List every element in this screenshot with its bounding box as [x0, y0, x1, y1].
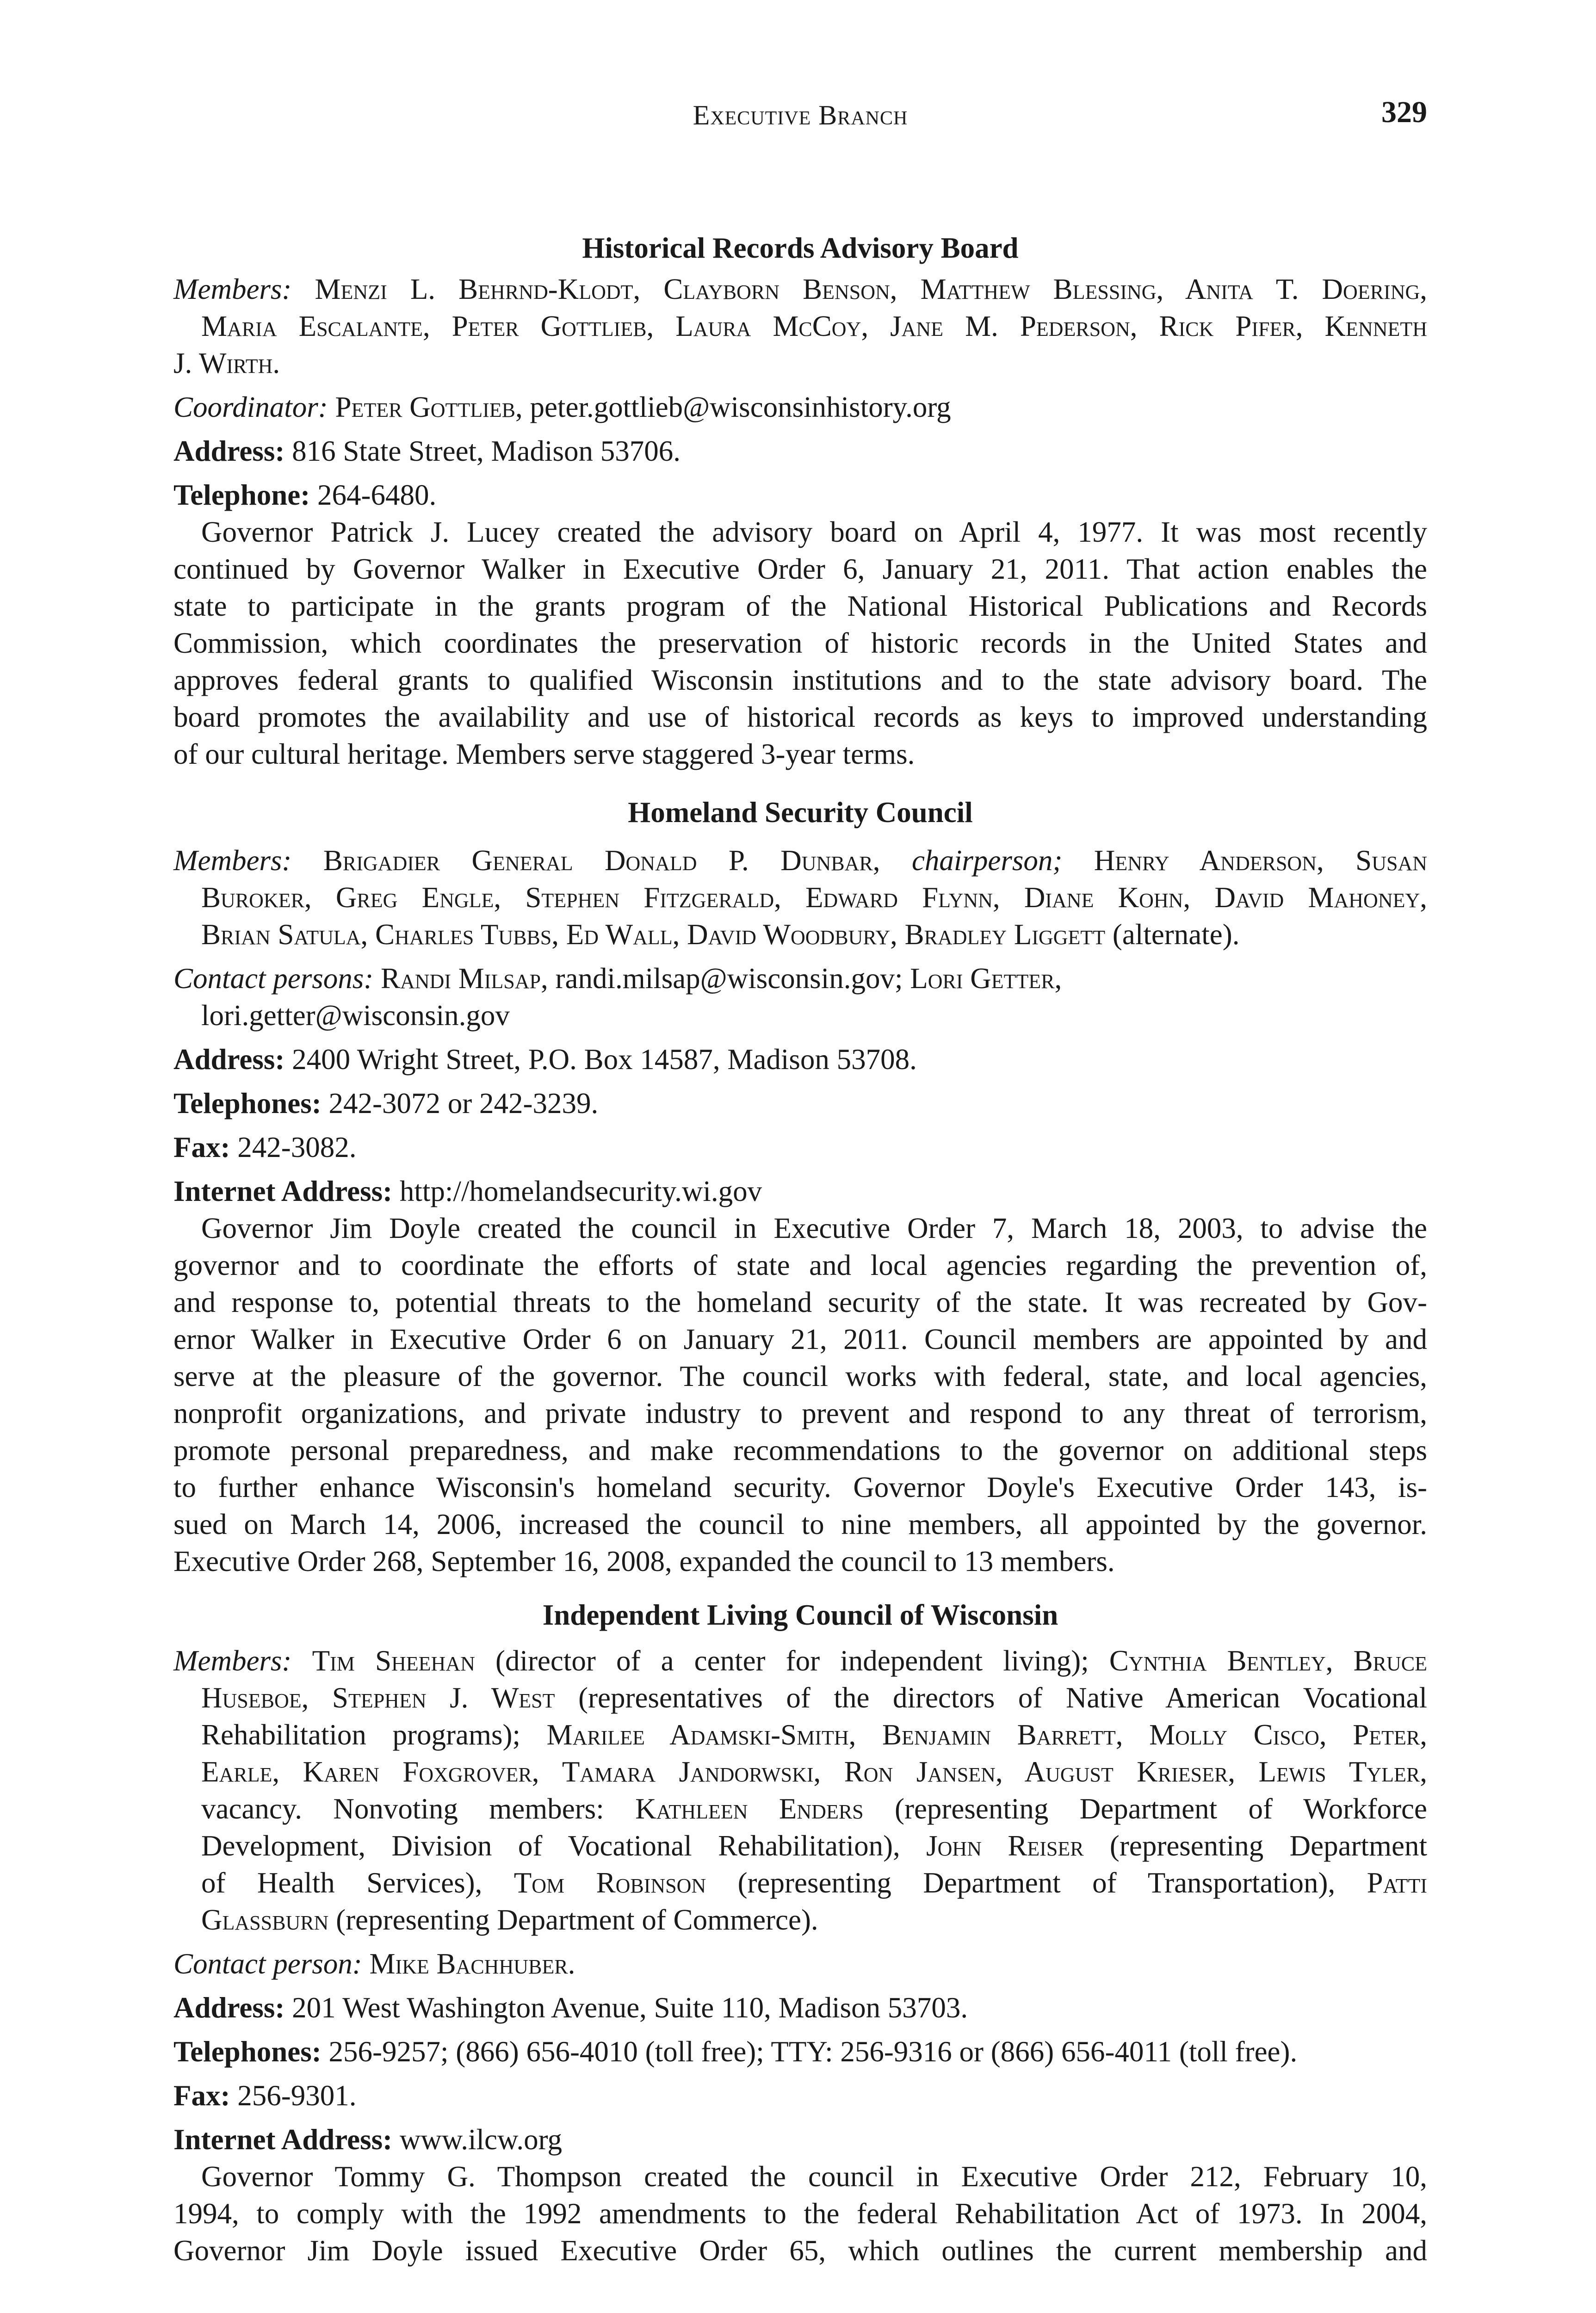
- address-label: Address:: [173, 435, 285, 467]
- internet-line: [173, 2121, 562, 2158]
- fax-line: [173, 2077, 356, 2114]
- members-names: Brigadier General Donald P. Dunbar,: [323, 844, 880, 877]
- members-names: Menzi L. Behrnd-Klodt, Clayborn Benson, Matthew Blessing, Anita T. Doering,: [315, 273, 1428, 305]
- description-line: sued on March 14, 2006, increased the council to nine members, all appointed by the governor.: [173, 1508, 1427, 1540]
- internet-value[interactable]: http://homelandsecurity.wi.gov: [392, 1175, 762, 1207]
- members-names: Brian Satula, Charles Tubbs, Ed Wall, David Woodbury, Bradley Liggett: [201, 918, 1106, 951]
- internet-line: [173, 1173, 762, 1210]
- running-head: [173, 95, 1427, 141]
- members-label: Members:: [173, 1645, 292, 1677]
- members-line: [201, 1753, 1427, 1790]
- members-note: Development, Division of Vocational Rehabilitation),: [201, 1830, 927, 1862]
- members-note: (director of a center for independent living);: [475, 1645, 1109, 1677]
- members-names: Cynthia Bentley, Bruce: [1109, 1645, 1428, 1677]
- section-heading: Independent Living Council of Wisconsin: [542, 1599, 1058, 1631]
- members-line: [201, 879, 1427, 916]
- members-note: (representatives of the directors of Native American Vocational: [555, 1682, 1427, 1714]
- description-line: of our cultural heritage. Members serve staggered 3-year terms.: [173, 738, 915, 770]
- page-number: 329: [1381, 95, 1427, 129]
- members-names: J. Wirth.: [173, 347, 280, 379]
- contact-label: Contact person:: [173, 1948, 362, 1980]
- address-value: 816 State Street, Madison 53706.: [285, 435, 681, 467]
- section-heading: Homeland Security Council: [628, 796, 973, 829]
- members-line: [201, 308, 1427, 345]
- telephones-label: Telephones:: [173, 2035, 322, 2068]
- members-note: (representing Department of Commerce).: [328, 1904, 818, 1936]
- telephones-label: Telephones:: [173, 1087, 322, 1119]
- contact-name: Lori Getter: [910, 962, 1055, 995]
- members-line: [201, 1716, 1427, 1753]
- coordinator-name: Peter Gottlieb: [335, 391, 515, 423]
- description-line: Commission, which coordinates the preservation of historic records in the United States and: [173, 627, 1427, 659]
- members-note: (representing Department of Workforce: [863, 1793, 1427, 1825]
- fax-label: Fax:: [173, 2079, 230, 2112]
- description-line: to further enhance Wisconsin's homeland security. Governor Doyle's Executive Order 143, is-: [173, 1471, 1427, 1503]
- members-line: [201, 916, 1239, 953]
- members-note: (representing Department: [1083, 1830, 1427, 1862]
- telephones-value: 242-3072 or 242-3239.: [321, 1087, 599, 1119]
- address-value: 201 West Washington Avenue, Suite 110, Madison 53703.: [285, 1991, 968, 2024]
- description-line: and response to, potential threats to the homeland security of the state. It was recreated by Gov-: [173, 1286, 1427, 1318]
- contact-email: lori.getter@wisconsin.gov: [201, 999, 510, 1032]
- description-line: 1994, to comply with the 1992 amendments to the federal Rehabilitation Act of 1973. In 2004,: [173, 2197, 1427, 2230]
- running-head-title: Executive Branch: [693, 100, 908, 130]
- members-line: [201, 1901, 818, 1938]
- members-names: Earle, Karen Foxgrover, Tamara Jandorwski, Ron Jansen, August Krieser, Lewis Tyler,: [201, 1756, 1427, 1788]
- members-note: of Health Services),: [201, 1867, 514, 1899]
- description-line: board promotes the availability and use of historical records as keys to improved understanding: [173, 701, 1427, 733]
- members-line: [201, 1827, 1427, 1864]
- members-note: vacancy. Nonvoting members:: [201, 1793, 636, 1825]
- members-line: [201, 1790, 1427, 1827]
- members-names: Huseboe, Stephen J. West: [201, 1682, 555, 1714]
- address-line: [173, 433, 680, 470]
- members-line: [173, 345, 280, 382]
- description-line: Governor Tommy G. Thompson created the council in Executive Order 212, February 10,: [201, 2160, 1427, 2193]
- address-line: [173, 1041, 917, 1078]
- telephone-label: Telephone:: [173, 479, 310, 511]
- members-line: [173, 271, 1427, 308]
- address-line: [173, 1989, 968, 2026]
- internet-label: Internet Address:: [173, 2123, 393, 2156]
- contact-separator: ,: [1054, 962, 1062, 995]
- alternate-note: (alternate).: [1105, 918, 1240, 951]
- contact-line: [173, 960, 1062, 997]
- fax-line: [173, 1129, 356, 1166]
- contact-name: Randi Milsap: [380, 962, 541, 995]
- description-line: continued by Governor Walker in Executive Order 6, January 21, 2011. That action enables the: [173, 553, 1427, 585]
- fax-value: 242-3082.: [230, 1131, 357, 1163]
- members-note: Rehabilitation programs);: [201, 1719, 547, 1751]
- members-line: [173, 1642, 1427, 1679]
- coordinator-line: [173, 389, 951, 426]
- internet-label: Internet Address:: [173, 1175, 393, 1207]
- coordinator-email: , peter.gottlieb@wisconsinhistory.org: [515, 391, 951, 423]
- members-names: Glassburn: [201, 1904, 329, 1936]
- members-names: Tim Sheehan: [312, 1645, 475, 1677]
- address-value: 2400 Wright Street, P.O. Box 14587, Madison 53708.: [285, 1043, 917, 1076]
- contact-email: , randi.milsap@wisconsin.gov;: [541, 962, 910, 995]
- members-names: Patti: [1367, 1867, 1428, 1899]
- telephones-value: 256-9257; (866) 656-4010 (toll free); TTY: 256-9316 or (866) 656-4011 (toll free).: [321, 2035, 1298, 2068]
- description-line: serve at the pleasure of the governor. The council works with federal, state, and local agencies,: [173, 1360, 1427, 1392]
- members-note: (representing Department of Transportation),: [706, 1867, 1367, 1899]
- description-line: ernor Walker in Executive Order 6 on January 21, 2011. Council members are appointed by and: [173, 1323, 1427, 1355]
- members-names: John Reiser: [926, 1830, 1084, 1862]
- telephones-line: [173, 1085, 598, 1122]
- members-label: Members:: [173, 844, 292, 877]
- address-label: Address:: [173, 1043, 285, 1076]
- description-line: Governor Jim Doyle created the council in Executive Order 7, March 18, 2003, to advise the: [201, 1212, 1427, 1244]
- telephone-line: [173, 476, 436, 513]
- fax-label: Fax:: [173, 1131, 230, 1163]
- members-names: Buroker, Greg Engle, Stephen Fitzgerald, Edward Flynn, Diane Kohn, David Mahoney,: [201, 881, 1427, 914]
- members-line: [201, 1679, 1427, 1716]
- members-names: Maria Escalante, Peter Gottlieb, Laura McCoy, Jane M. Pederson, Rick Pifer, Kenneth: [201, 310, 1427, 342]
- internet-value[interactable]: www.ilcw.org: [392, 2123, 562, 2156]
- contact-line: [173, 1945, 575, 1982]
- description-line: promote personal preparedness, and make recommendations to the governor on additional steps: [173, 1434, 1427, 1466]
- section-heading: Historical Records Advisory Board: [582, 232, 1019, 264]
- address-label: Address:: [173, 1991, 285, 2024]
- members-line: [173, 842, 1427, 879]
- members-names: Tom Robinson: [513, 1867, 706, 1899]
- description-line: governor and to coordinate the efforts of state and local agencies regarding the prevention of,: [173, 1249, 1427, 1281]
- telephone-value: 264-6480.: [310, 479, 437, 511]
- description-line: Governor Jim Doyle issued Executive Order 65, which outlines the current membership and: [173, 2234, 1427, 2267]
- coordinator-label: Coordinator:: [173, 391, 328, 423]
- members-names: Marilee Adamski-Smith, Benjamin Barrett, Molly Cisco, Peter,: [546, 1719, 1428, 1751]
- description-line: Governor Patrick J. Lucey created the advisory board on April 4, 1977. It was most recently: [201, 516, 1427, 548]
- description-line: Executive Order 268, September 16, 2008, expanded the council to 13 members.: [173, 1545, 1115, 1577]
- description-line: nonprofit organizations, and private industry to prevent and respond to any threat of terrorism,: [173, 1397, 1427, 1429]
- contact-name: Mike Bachhuber.: [369, 1948, 575, 1980]
- members-names: Henry Anderson, Susan: [1094, 844, 1428, 877]
- members-line: [201, 1864, 1427, 1901]
- fax-value: 256-9301.: [230, 2079, 357, 2112]
- description-line: state to participate in the grants program of the National Historical Publications and Records: [173, 590, 1427, 622]
- description-line: approves federal grants to qualified Wisconsin institutions and to the state advisory board. The: [173, 664, 1427, 696]
- members-names: Kathleen Enders: [635, 1793, 864, 1825]
- contact-label: Contact persons:: [173, 962, 374, 995]
- telephones-line: [173, 2033, 1297, 2070]
- chairperson-label: chairperson;: [911, 844, 1063, 877]
- members-label: Members:: [173, 273, 292, 305]
